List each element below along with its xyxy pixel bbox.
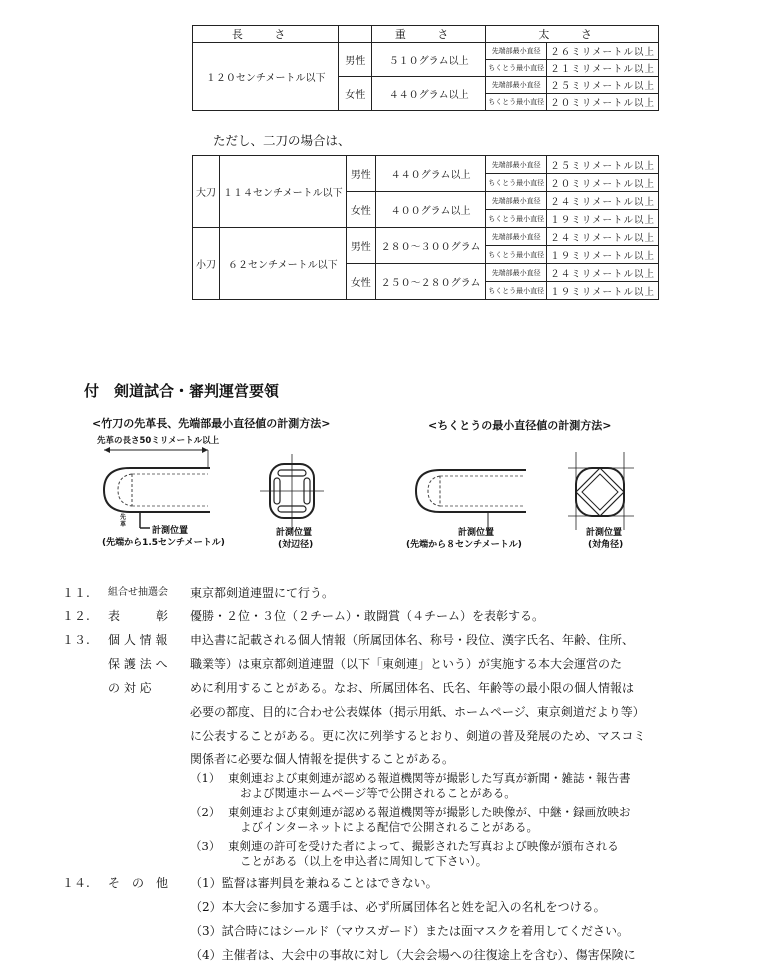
item-number: １３. — [62, 633, 90, 647]
fig2-label3: 計測位置 — [586, 528, 623, 538]
sub-number: （3） — [190, 839, 221, 853]
diameter-label: ちくとう最小直径 — [486, 246, 547, 264]
diameter-label: ちくとう最小直径 — [486, 174, 547, 192]
sub-line: よびインターネットによる配信で公開されることがある。 — [240, 820, 538, 834]
header-length: 長 さ — [193, 26, 339, 43]
shinai-tip-diagram — [90, 440, 370, 550]
item-text-line: めに利用することがある。なお、所属団体名、氏名、年齢等の最小限の個人情報は — [190, 681, 635, 695]
tip-length-note: 先革の長さ50ミリメートル以上 — [97, 436, 220, 446]
diameter-value: ２５ミリメートル以上 — [547, 77, 659, 94]
length-cell: ６２センチメートル以下 — [220, 228, 347, 300]
item-text-line: （2）本大会に参加する選手は、必ず所属団体名と姓を記入の名札をつける。 — [190, 900, 606, 914]
item-number: １４. — [62, 876, 90, 890]
header-thickness: 太 さ — [486, 26, 659, 43]
group-name: 小刀 — [193, 228, 220, 300]
diameter-value: １９ミリメートル以上 — [547, 246, 659, 264]
item-text: 優勝・２位・３位（２チーム）・敢闘賞（４チーム）を表彰する。 — [190, 609, 545, 623]
figure1-caption: <竹刀の先革長、先端部最小直径値の計測方法> — [92, 417, 331, 430]
sub-number: （2） — [190, 805, 221, 819]
diameter-value: ２０ミリメートル以上 — [547, 174, 659, 192]
fig1-label3: 計測位置 — [276, 528, 313, 538]
two-sword-note: ただし、二刀の場合は、 — [213, 133, 351, 148]
item-key: 表 彰 — [108, 609, 169, 623]
item-text-line: に公表することがある。更に次に列挙するとおり、剣道の普及発展のため、マスコミ — [190, 729, 646, 743]
item-number: １２. — [62, 609, 90, 623]
diameter-value: ２０ミリメートル以上 — [547, 94, 659, 111]
item-text-line: （4）主催者は、大会中の事故に対し（大会会場への往復途上を含む）、傷害保険に — [190, 948, 636, 962]
header-weight: 重 さ — [372, 26, 486, 43]
diameter-value: ２６ミリメートル以上 — [547, 43, 659, 60]
weight-cell: ５１０グラム以上 — [372, 43, 486, 77]
diameter-label: 先端部最小直径 — [486, 43, 547, 60]
diameter-label: 先端部最小直径 — [486, 192, 547, 210]
diameter-value: ２４ミリメートル以上 — [547, 192, 659, 210]
item-text-line: 関係者に必要な個人情報を提供することがある。 — [190, 752, 455, 766]
item-number: １１. — [62, 586, 90, 600]
length-cell: １１４センチメートル以下 — [220, 156, 347, 228]
fig1-label1: 計測位置 — [152, 526, 189, 536]
figure2-caption: <ちくとうの最小直径値の計測方法> — [428, 419, 612, 432]
sub-line: 東剣連の許可を受けた者によって、撮影された写真および映像が頒布される — [228, 839, 619, 853]
diameter-value: １９ミリメートル以上 — [547, 210, 659, 228]
diameter-label: ちくとう最小直径 — [486, 60, 547, 77]
item-key: の 対 応 — [108, 681, 152, 695]
sub-line: 東剣連および東剣連が認める報道機関等が撮影した写真が新聞・雑誌・報告書 — [228, 771, 631, 785]
fig2-label4: (対角径) — [588, 540, 624, 550]
nito-spec-table — [192, 155, 659, 300]
sub-line: ことがある（以上を申込者に周知して下さい）。 — [240, 854, 488, 868]
diameter-value: １９ミリメートル以上 — [547, 282, 659, 300]
sex-cell: 男性 — [346, 228, 375, 264]
diameter-label: 先端部最小直径 — [486, 77, 547, 94]
shinai-spec-table — [192, 25, 659, 111]
fig1-label2: (先端から1.5センチメートル) — [102, 538, 225, 548]
sex-cell: 女性 — [339, 77, 372, 111]
fig2-label2: (先端から８センチメートル) — [406, 540, 522, 550]
side-mark: 先革 — [119, 514, 126, 528]
item-key: 個 人 情 報 — [108, 633, 168, 647]
weight-cell: ４４０グラム以上 — [376, 156, 486, 192]
item-text-line: 申込書に記載される個人情報（所属団体名、称号・段位、漢字氏名、年齢、住所、 — [190, 633, 635, 647]
diameter-label: 先端部最小直径 — [486, 264, 547, 282]
sex-cell: 男性 — [346, 156, 375, 192]
fig1-label4: (対辺径) — [278, 540, 314, 550]
group-name: 大刀 — [193, 156, 220, 228]
diameter-label: ちくとう最小直径 — [486, 210, 547, 228]
sex-cell: 女性 — [346, 264, 375, 300]
diameter-value: ２１ミリメートル以上 — [547, 60, 659, 77]
diameter-value: ２５ミリメートル以上 — [547, 156, 659, 174]
weight-cell: ２８０～３００グラム — [376, 228, 486, 264]
header-sex — [339, 26, 372, 43]
item-text-line: （1）監督は審判員を兼ねることはできない。 — [190, 876, 438, 890]
diameter-value: ２４ミリメートル以上 — [547, 228, 659, 246]
diameter-label: 先端部最小直径 — [486, 156, 547, 174]
item-text: 東京都剣道連盟にて行う。 — [190, 586, 335, 600]
item-text-line: 必要の都度、目的に合わせ公表媒体（掲示用紙、ホームページ、東京剣道だより等） — [190, 705, 645, 719]
sub-line: 東剣連および東剣連が認める報道機関等が撮影した映像が、中継・録画放映お — [228, 805, 631, 819]
item-key: そ の 他 — [108, 876, 169, 890]
item-key: 保 護 法 へ — [108, 657, 168, 671]
sub-line: および関連ホームページ等で公開されることがある。 — [240, 786, 516, 800]
item-text-line: （3）試合時にはシールド（マウスガード）または面マスクを着用してください。 — [190, 924, 630, 938]
weight-cell: ４００グラム以上 — [376, 192, 486, 228]
diameter-label: ちくとう最小直径 — [486, 94, 547, 111]
fig2-label1: 計測位置 — [458, 528, 495, 538]
length-cell: １２０センチメートル以下 — [193, 43, 339, 111]
weight-cell: ２５０～２８０グラム — [376, 264, 486, 300]
sex-cell: 女性 — [346, 192, 375, 228]
section-title: 付 剣道試合・審判運営要領 — [84, 382, 280, 400]
diameter-value: ２４ミリメートル以上 — [547, 264, 659, 282]
diameter-label: ちくとう最小直径 — [486, 282, 547, 300]
weight-cell: ４４０グラム以上 — [372, 77, 486, 111]
sex-cell: 男性 — [339, 43, 372, 77]
diameter-label: 先端部最小直径 — [486, 228, 547, 246]
item-text-line: 職業等）は東京都剣道連盟（以下「東剣連」という）が実施する本大会運営のた — [190, 657, 623, 671]
sub-number: （1） — [190, 771, 221, 785]
item-key: 組合せ抽選会 — [108, 587, 168, 598]
